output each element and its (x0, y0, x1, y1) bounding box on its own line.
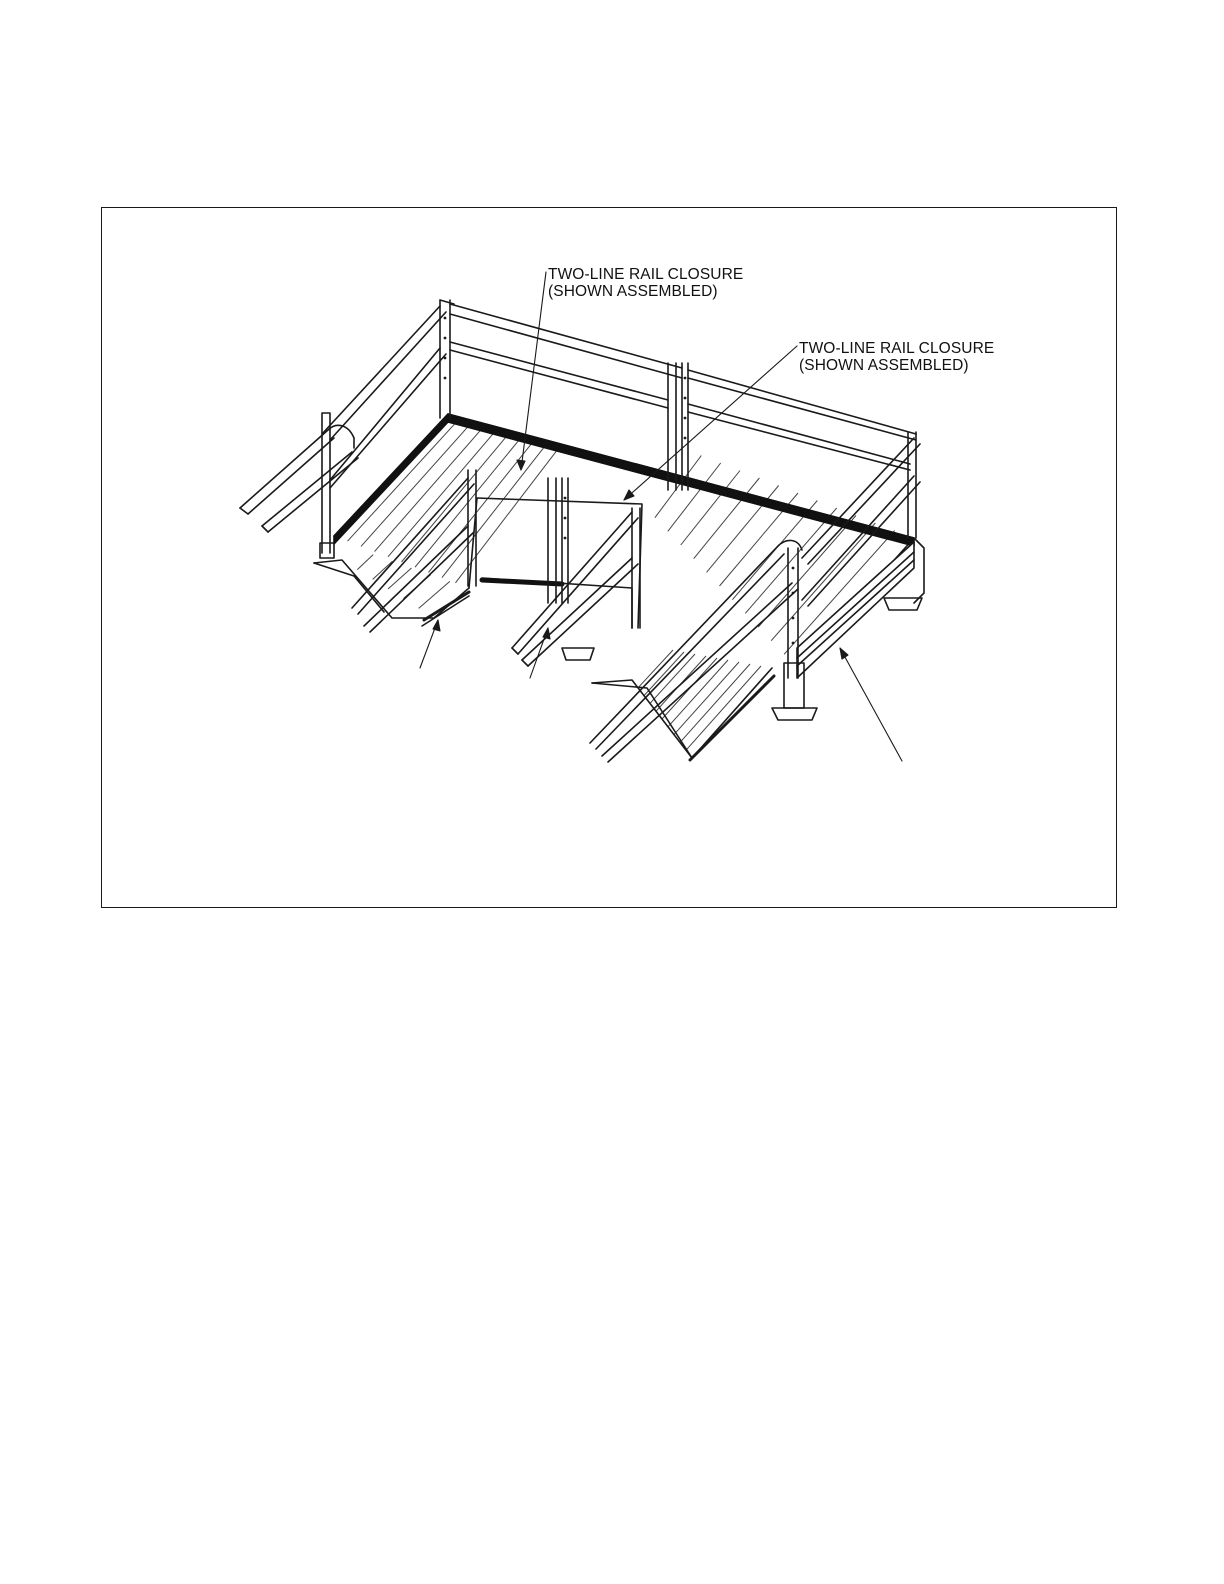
ramp-board (357, 555, 373, 570)
deck-board (348, 417, 461, 541)
leader-line-5-arrow (840, 648, 848, 659)
ramp-board (650, 654, 695, 703)
platform-ramp-drawing (102, 208, 1118, 909)
callout-2-line-1: TWO-LINE RAIL CLOSURE (799, 340, 995, 357)
callout-1-line-2: (SHOWN ASSEMBLED) (548, 283, 718, 300)
left-ramp (314, 560, 469, 618)
leader-line-3-arrow (433, 620, 440, 631)
figure-frame (101, 207, 1117, 908)
callout-rail-closure-left (548, 266, 743, 300)
callout-1-line-1: TWO-LINE RAIL CLOSURE (548, 266, 744, 283)
leader-line-4-arrow (543, 628, 550, 639)
deck-board (442, 441, 549, 577)
ramp-board (388, 568, 412, 589)
deck-board (388, 428, 498, 557)
ramp-board (638, 650, 673, 688)
ramp-board (644, 652, 684, 696)
deck-board (415, 434, 524, 567)
callout-rail-closure-right (799, 340, 994, 374)
callout-2-line-2: (SHOWN ASSEMBLED) (799, 357, 969, 374)
leader-line-5 (840, 648, 902, 761)
leader-line-2-arrow (624, 490, 634, 500)
ramp-board (419, 581, 450, 608)
leader-line-1-arrow (517, 460, 525, 470)
ramp-board (668, 660, 728, 727)
bolt-holes (444, 317, 795, 645)
deck-board (745, 508, 836, 613)
ramp-board (373, 561, 393, 579)
deck-board (361, 421, 473, 547)
